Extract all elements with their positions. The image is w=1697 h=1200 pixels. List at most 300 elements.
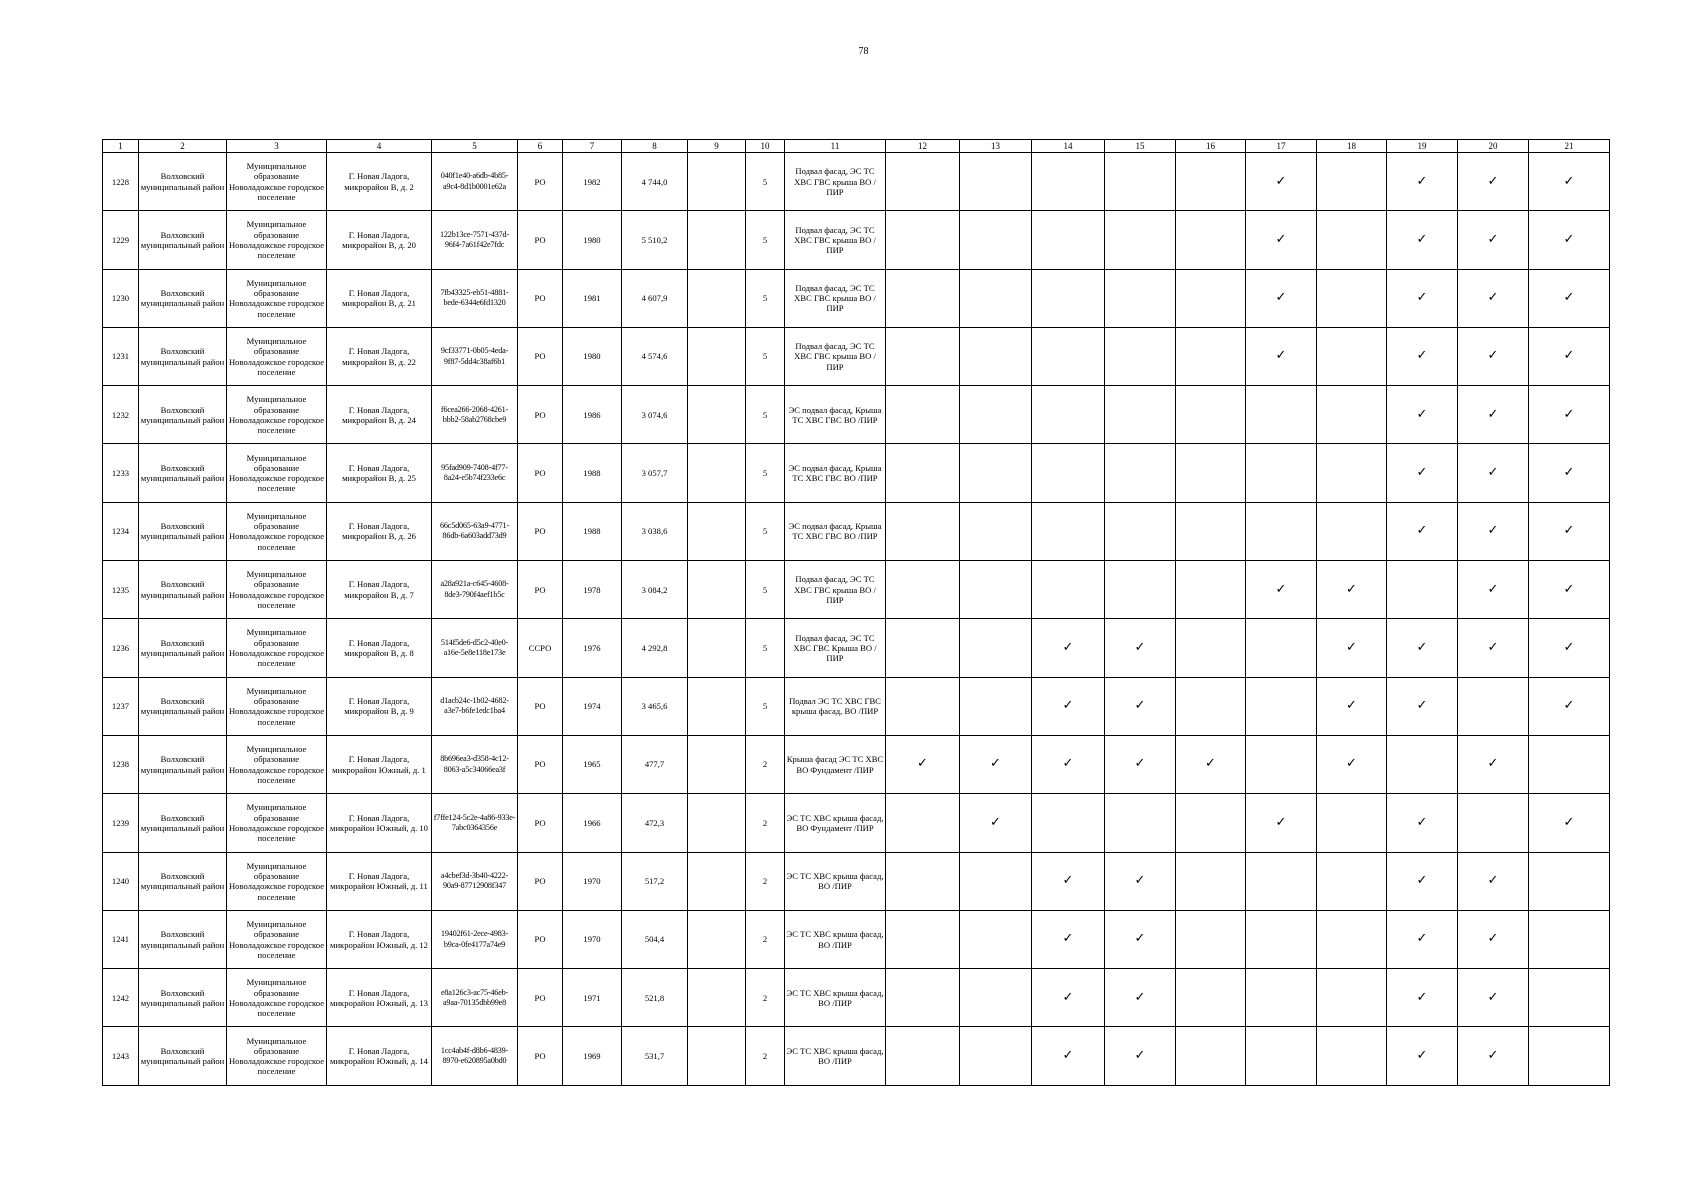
check-mark-icon: ✓ [1563,814,1575,830]
check-mark-icon: ✓ [1134,931,1146,947]
check-cell-col-21 [1529,1027,1610,1085]
table-row [103,852,1610,910]
type-cell: РО [518,677,563,735]
area-cell: 531,7 [622,1027,688,1085]
floors-cell: 5 [746,211,785,269]
check-cell-col-18 [1317,561,1387,619]
type-cell: РО [518,502,563,560]
check-cell-col-17 [1246,910,1317,968]
address-cell: Г. Новая Ладога, микрорайон В, д. 21 [327,269,432,327]
check-cell-col-13 [960,677,1032,735]
settlement-cell: Муниципальное образование Новоладожское городское поселение [227,386,327,444]
column-9-cell [688,619,746,677]
check-mark-icon: ✓ [1563,290,1575,306]
table-row [103,969,1610,1027]
district-cell: Волховский муниципальный район [139,1027,227,1085]
check-cell-col-14 [1032,910,1105,968]
check-mark-icon: ✓ [1062,873,1074,889]
check-cell-col-19 [1387,386,1458,444]
check-mark-icon: ✓ [1275,581,1287,597]
check-cell-col-21 [1529,852,1610,910]
table-row [103,444,1610,502]
check-cell-col-12 [886,852,960,910]
check-cell-col-20 [1458,794,1529,852]
column-number-12: 12 [886,140,960,153]
column-9-cell [688,852,746,910]
area-cell: 3 074,6 [622,386,688,444]
year-cell: 1966 [563,794,622,852]
check-cell-col-17 [1246,211,1317,269]
check-mark-icon: ✓ [1563,348,1575,364]
address-cell: Г. Новая Ладога, микрорайон Южный, д. 12 [327,910,432,968]
floors-cell: 5 [746,677,785,735]
guid-cell: d1acb24c-1b02-4682-a3e7-b6fe1edc1ba4 [432,677,518,735]
check-mark-icon: ✓ [1062,756,1074,772]
district-cell: Волховский муниципальный район [139,677,227,735]
floors-cell: 5 [746,269,785,327]
guid-cell: 040f1e40-a6db-4b85-a9c4-8d1b0001e62a [432,153,518,211]
table-row [103,677,1610,735]
check-cell-col-19 [1387,852,1458,910]
check-cell-col-19 [1387,444,1458,502]
type-cell: РО [518,386,563,444]
district-cell: Волховский муниципальный район [139,794,227,852]
check-cell-col-16 [1176,735,1246,793]
works-cell: Крыша фасад ЭС ТС ХВС ВО Фундамент /ПИР [785,735,886,793]
check-cell-col-16 [1176,852,1246,910]
address-cell: Г. Новая Ладога, микрорайон Южный, д. 14 [327,1027,432,1085]
check-cell-col-21 [1529,735,1610,793]
column-9-cell [688,502,746,560]
check-cell-col-19 [1387,561,1458,619]
address-cell: Г. Новая Ладога, микрорайон В, д. 20 [327,211,432,269]
check-cell-col-21 [1529,211,1610,269]
table-row [103,327,1610,385]
column-number-10: 10 [746,140,785,153]
check-cell-col-12 [886,269,960,327]
check-cell-col-18 [1317,502,1387,560]
district-cell: Волховский муниципальный район [139,561,227,619]
check-cell-col-20 [1458,444,1529,502]
check-cell-col-13 [960,269,1032,327]
area-cell: 4 292,8 [622,619,688,677]
settlement-cell: Муниципальное образование Новоладожское городское поселение [227,794,327,852]
floors-cell: 5 [746,386,785,444]
check-cell-col-20 [1458,910,1529,968]
column-number-16: 16 [1176,140,1246,153]
type-cell: РО [518,561,563,619]
address-cell: Г. Новая Ладога, микрорайон В, д. 2 [327,153,432,211]
check-cell-col-16 [1176,1027,1246,1085]
check-mark-icon: ✓ [1487,1047,1499,1063]
check-cell-col-18 [1317,735,1387,793]
row-number: 1230 [103,269,139,327]
guid-cell: 9cf33771-0b05-4eda-9f87-5dd4c38af6b1 [432,327,518,385]
district-cell: Волховский муниципальный район [139,910,227,968]
check-mark-icon: ✓ [1134,698,1146,714]
row-number: 1234 [103,502,139,560]
settlement-cell: Муниципальное образование Новоладожское городское поселение [227,561,327,619]
check-cell-col-16 [1176,910,1246,968]
type-cell: РО [518,153,563,211]
check-cell-col-18 [1317,211,1387,269]
check-mark-icon: ✓ [1346,639,1357,655]
check-mark-icon: ✓ [1487,173,1499,189]
check-mark-icon: ✓ [1563,464,1575,480]
check-mark-icon: ✓ [1416,406,1428,422]
check-cell-col-17 [1246,1027,1317,1085]
check-mark-icon: ✓ [1416,931,1428,947]
address-cell: Г. Новая Ладога, микрорайон Южный, д. 13 [327,969,432,1027]
check-cell-col-18 [1317,153,1387,211]
row-number: 1239 [103,794,139,852]
works-cell: Подвал фасад, ЭС ТС ХВС ГВС крыша ВО /ПИР [785,211,886,269]
table-row [103,211,1610,269]
row-number: 1241 [103,910,139,968]
check-mark-icon: ✓ [1062,931,1074,947]
check-cell-col-13 [960,794,1032,852]
check-mark-icon: ✓ [1487,523,1499,539]
type-cell: РО [518,910,563,968]
column-number-9: 9 [688,140,746,153]
guid-cell: a28a921a-c645-4608-8de3-790f4aef1b5c [432,561,518,619]
column-number-row [103,140,1610,153]
column-9-cell [688,735,746,793]
column-number-14: 14 [1032,140,1105,153]
check-cell-col-15 [1105,852,1176,910]
check-cell-col-15 [1105,561,1176,619]
check-cell-col-18 [1317,794,1387,852]
check-cell-col-15 [1105,794,1176,852]
column-9-cell [688,327,746,385]
works-cell: Подвал фасад, ЭС ТС ХВС ГВС крыша ВО /ПИР [785,153,886,211]
guid-cell: a4cbef3d-3b40-4222-90a9-87712908f347 [432,852,518,910]
check-cell-col-21 [1529,269,1610,327]
check-cell-col-19 [1387,619,1458,677]
check-cell-col-14 [1032,735,1105,793]
area-cell: 3 057,7 [622,444,688,502]
check-cell-col-13 [960,561,1032,619]
check-cell-col-21 [1529,969,1610,1027]
check-mark-icon: ✓ [1416,989,1428,1005]
column-9-cell [688,969,746,1027]
housing-register-table [102,139,1610,1086]
district-cell: Волховский муниципальный район [139,969,227,1027]
floors-cell: 2 [746,794,785,852]
check-cell-col-20 [1458,327,1529,385]
check-cell-col-13 [960,1027,1032,1085]
type-cell: РО [518,852,563,910]
column-number-8: 8 [622,140,688,153]
check-cell-col-12 [886,735,960,793]
works-cell: ЭС ТС ХВС крыша фасад, ВО /ПИР [785,852,886,910]
works-cell: Подвал фасад, ЭС ТС ХВС ГВС крыша ВО /ПИР [785,269,886,327]
check-cell-col-12 [886,386,960,444]
check-cell-col-12 [886,619,960,677]
column-number-21: 21 [1529,140,1610,153]
address-cell: Г. Новая Ладога, микрорайон Южный, д. 10 [327,794,432,852]
works-cell: Подвал фасад, ЭС ТС ХВС ГВС Крыша ВО /ПИР [785,619,886,677]
check-mark-icon: ✓ [1416,173,1428,189]
address-cell: Г. Новая Ладога, микрорайон В, д. 25 [327,444,432,502]
check-mark-icon: ✓ [1275,231,1287,247]
check-cell-col-18 [1317,327,1387,385]
check-cell-col-17 [1246,677,1317,735]
check-cell-col-13 [960,502,1032,560]
check-mark-icon: ✓ [917,756,928,772]
settlement-cell: Муниципальное образование Новоладожское городское поселение [227,852,327,910]
works-cell: ЭС подвал фасад, Крыша ТС ХВС ГВС ВО /ПИР [785,444,886,502]
column-9-cell [688,444,746,502]
check-cell-col-20 [1458,386,1529,444]
check-cell-col-13 [960,619,1032,677]
address-cell: Г. Новая Ладога, микрорайон В, д. 7 [327,561,432,619]
check-cell-col-16 [1176,269,1246,327]
area-cell: 521,8 [622,969,688,1027]
guid-cell: e8a126c3-ac75-46eb-a9aa-70135dbb99e8 [432,969,518,1027]
check-mark-icon: ✓ [1487,989,1499,1005]
row-number: 1243 [103,1027,139,1085]
check-mark-icon: ✓ [1487,756,1499,772]
check-cell-col-12 [886,677,960,735]
column-number-13: 13 [960,140,1032,153]
check-cell-col-19 [1387,211,1458,269]
check-cell-col-19 [1387,502,1458,560]
check-cell-col-21 [1529,794,1610,852]
address-cell: Г. Новая Ладога, микрорайон В, д. 24 [327,386,432,444]
check-cell-col-15 [1105,327,1176,385]
check-cell-col-17 [1246,386,1317,444]
check-cell-col-15 [1105,502,1176,560]
area-cell: 477,7 [622,735,688,793]
column-number-1: 1 [103,140,139,153]
floors-cell: 2 [746,910,785,968]
check-cell-col-17 [1246,619,1317,677]
check-mark-icon: ✓ [1487,581,1499,597]
floors-cell: 5 [746,153,785,211]
area-cell: 4 574,6 [622,327,688,385]
table-row [103,153,1610,211]
district-cell: Волховский муниципальный район [139,153,227,211]
check-cell-col-14 [1032,444,1105,502]
check-mark-icon: ✓ [1563,406,1575,422]
check-cell-col-15 [1105,1027,1176,1085]
table-row [103,735,1610,793]
address-cell: Г. Новая Ладога, микрорайон В, д. 22 [327,327,432,385]
check-cell-col-18 [1317,969,1387,1027]
row-number: 1231 [103,327,139,385]
check-cell-col-17 [1246,794,1317,852]
check-cell-col-16 [1176,327,1246,385]
works-cell: ЭС ТС ХВС крыша фасад, ВО /ПИР [785,910,886,968]
settlement-cell: Муниципальное образование Новоладожское городское поселение [227,619,327,677]
type-cell: РО [518,735,563,793]
check-cell-col-14 [1032,386,1105,444]
column-number-17: 17 [1246,140,1317,153]
floors-cell: 5 [746,327,785,385]
floors-cell: 2 [746,735,785,793]
column-number-6: 6 [518,140,563,153]
year-cell: 1981 [563,269,622,327]
type-cell: РО [518,444,563,502]
check-mark-icon: ✓ [1563,523,1575,539]
district-cell: Волховский муниципальный район [139,327,227,385]
check-cell-col-12 [886,910,960,968]
area-cell: 504,4 [622,910,688,968]
check-mark-icon: ✓ [1275,814,1287,830]
guid-cell: 8b696ea3-d358-4c12-8063-a5c34066ea3f [432,735,518,793]
check-mark-icon: ✓ [1062,698,1074,714]
table-row [103,619,1610,677]
check-cell-col-12 [886,444,960,502]
area-cell: 517,2 [622,852,688,910]
table-row [103,502,1610,560]
check-cell-col-16 [1176,677,1246,735]
district-cell: Волховский муниципальный район [139,386,227,444]
year-cell: 1978 [563,561,622,619]
settlement-cell: Муниципальное образование Новоладожское городское поселение [227,444,327,502]
guid-cell: 66c5d065-63a9-4771-86db-6a603add73d9 [432,502,518,560]
floors-cell: 5 [746,561,785,619]
district-cell: Волховский муниципальный район [139,619,227,677]
guid-cell: 1cc4ab4f-d8b6-4839-8970-e620895a0bd0 [432,1027,518,1085]
column-9-cell [688,561,746,619]
settlement-cell: Муниципальное образование Новоладожское городское поселение [227,502,327,560]
year-cell: 1988 [563,444,622,502]
check-cell-col-21 [1529,619,1610,677]
check-cell-col-14 [1032,269,1105,327]
check-mark-icon: ✓ [1275,290,1287,306]
check-mark-icon: ✓ [1563,231,1575,247]
check-cell-col-21 [1529,444,1610,502]
district-cell: Волховский муниципальный район [139,211,227,269]
check-cell-col-18 [1317,677,1387,735]
check-cell-col-19 [1387,794,1458,852]
year-cell: 1965 [563,735,622,793]
check-cell-col-13 [960,852,1032,910]
check-cell-col-17 [1246,561,1317,619]
column-number-3: 3 [227,140,327,153]
check-cell-col-21 [1529,327,1610,385]
check-cell-col-21 [1529,386,1610,444]
check-cell-col-15 [1105,735,1176,793]
check-mark-icon: ✓ [990,756,1001,772]
check-mark-icon: ✓ [1346,698,1357,714]
year-cell: 1969 [563,1027,622,1085]
district-cell: Волховский муниципальный район [139,269,227,327]
row-number: 1237 [103,677,139,735]
check-mark-icon: ✓ [1563,639,1575,655]
column-9-cell [688,386,746,444]
column-9-cell [688,1027,746,1085]
column-9-cell [688,153,746,211]
check-mark-icon: ✓ [1487,931,1499,947]
check-cell-col-14 [1032,619,1105,677]
floors-cell: 5 [746,502,785,560]
table-row [103,910,1610,968]
check-cell-col-17 [1246,852,1317,910]
check-cell-col-14 [1032,794,1105,852]
check-cell-col-12 [886,969,960,1027]
check-cell-col-16 [1176,794,1246,852]
check-mark-icon: ✓ [1416,639,1428,655]
column-number-5: 5 [432,140,518,153]
check-cell-col-18 [1317,619,1387,677]
check-cell-col-18 [1317,444,1387,502]
settlement-cell: Муниципальное образование Новоладожское городское поселение [227,1027,327,1085]
check-cell-col-18 [1317,269,1387,327]
floors-cell: 5 [746,619,785,677]
check-cell-col-17 [1246,969,1317,1027]
check-cell-col-12 [886,327,960,385]
check-cell-col-16 [1176,444,1246,502]
area-cell: 4 607,9 [622,269,688,327]
guid-cell: 514f5de6-d5c2-40e0-a16e-5e8e118e173e [432,619,518,677]
check-cell-col-15 [1105,677,1176,735]
check-cell-col-16 [1176,386,1246,444]
settlement-cell: Муниципальное образование Новоладожское городское поселение [227,327,327,385]
check-cell-col-21 [1529,677,1610,735]
check-mark-icon: ✓ [1416,348,1428,364]
column-9-cell [688,677,746,735]
check-cell-col-20 [1458,153,1529,211]
works-cell: ЭС ТС ХВС крыша фасад, ВО Фундамент /ПИР [785,794,886,852]
check-cell-col-19 [1387,735,1458,793]
check-mark-icon: ✓ [1346,756,1357,772]
check-cell-col-13 [960,153,1032,211]
check-cell-col-21 [1529,561,1610,619]
check-mark-icon: ✓ [1416,1047,1428,1063]
check-cell-col-21 [1529,153,1610,211]
area-cell: 3 084,2 [622,561,688,619]
check-cell-col-19 [1387,677,1458,735]
check-mark-icon: ✓ [1062,639,1074,655]
check-mark-icon: ✓ [1134,873,1146,889]
check-cell-col-13 [960,211,1032,269]
column-9-cell [688,211,746,269]
check-mark-icon: ✓ [1416,464,1428,480]
works-cell: ЭС подвал фасад, Крыша ТС ХВС ГВС ВО /ПИР [785,502,886,560]
check-cell-col-20 [1458,677,1529,735]
works-cell: ЭС ТС ХВС крыша фасад, ВО /ПИР [785,969,886,1027]
year-cell: 1988 [563,502,622,560]
check-mark-icon: ✓ [1205,756,1216,772]
check-cell-col-20 [1458,561,1529,619]
row-number: 1228 [103,153,139,211]
year-cell: 1970 [563,852,622,910]
table-row [103,794,1610,852]
district-cell: Волховский муниципальный район [139,444,227,502]
year-cell: 1980 [563,327,622,385]
check-mark-icon: ✓ [1563,581,1575,597]
address-cell: Г. Новая Ладога, микрорайон Южный, д. 11 [327,852,432,910]
page-number: 78 [858,46,869,57]
check-mark-icon: ✓ [1134,639,1146,655]
check-mark-icon: ✓ [1416,523,1428,539]
type-cell: РО [518,327,563,385]
check-cell-col-17 [1246,735,1317,793]
check-mark-icon: ✓ [990,814,1001,830]
check-cell-col-20 [1458,502,1529,560]
check-cell-col-15 [1105,269,1176,327]
check-mark-icon: ✓ [1134,1047,1146,1063]
table-body [103,153,1610,1086]
year-cell: 1976 [563,619,622,677]
column-number-4: 4 [327,140,432,153]
check-cell-col-13 [960,969,1032,1027]
check-mark-icon: ✓ [1134,989,1146,1005]
check-cell-col-16 [1176,619,1246,677]
